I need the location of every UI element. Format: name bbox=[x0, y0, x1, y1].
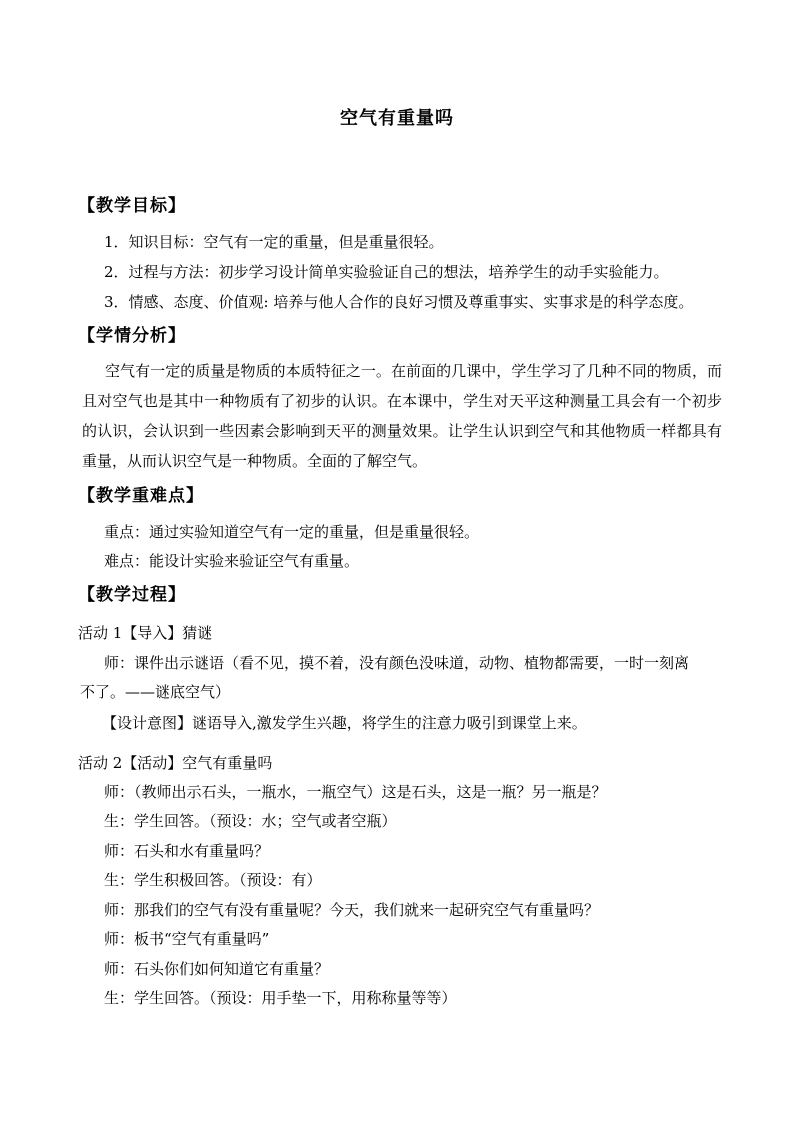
activity-2-line: 生：学生回答。（预设：水；空气或者空瓶） bbox=[104, 812, 397, 830]
objective-item-1: 1．知识目标：空气有一定的重量，但是重量很轻。 bbox=[104, 233, 444, 251]
objective-item-3: 3．情感、态度、价值观: 培养与他人合作的良好习惯及尊重事实、实事求是的科学态度。 bbox=[104, 293, 694, 311]
heading-key-points: 【教学重难点】 bbox=[78, 486, 204, 506]
activity-2-line: 师：板书“空气有重量吗” bbox=[104, 930, 270, 948]
activity-2-line: 生：学生积极回答。（预设：有） bbox=[104, 871, 322, 889]
difficult-point-item: 难点：能设计实验来验证空气有重量。 bbox=[104, 552, 360, 570]
document-title: 空气有重量吗 bbox=[340, 108, 454, 129]
activity-1-line: 师：课件出示谜语（看不见，摸不着，没有颜色没味道，动物、植物都需要，一时一刻离 bbox=[104, 654, 690, 672]
heading-objectives: 【教学目标】 bbox=[78, 196, 186, 216]
activity-2-line: 师：（教师出示石头，一瓶水，一瓶空气）这是石头，这是一瓶？另一瓶是？ bbox=[104, 783, 607, 801]
analysis-paragraph: 空气有一定的质量是物质的本质特征之一。在前面的几课中，学生学习了几种不同的物质，而且对空气也是其中一种物质有了初步的认识。在本课中，学生对天平这种测量工具会有一个初步的认识，会认识到一些因素会影响到天平的测量效果。让学生认识到空气和其他物质一样都具有重量，从而认识空气是一种物质。全面的了解空气。 bbox=[82, 362, 722, 470]
activity-2-line: 生：学生回答。（预设：用手垫一下，用称称量等等） bbox=[104, 989, 457, 1007]
activity-1-line: 不了。——谜底空气） bbox=[80, 683, 231, 701]
objective-item-2: 2．过程与方法：初步学习设计简单实验验证自己的想法，培养学生的动手实验能力。 bbox=[104, 263, 669, 281]
activity-2-label: 活动 2【活动】空气有重量吗 bbox=[78, 754, 273, 772]
activity-2-line: 师：石头和水有重量吗？ bbox=[104, 842, 270, 860]
activity-2-line: 师：石头你们如何知道它有重量？ bbox=[104, 960, 330, 978]
activity-2-line: 师：那我们的空气有没有重量呢？今天，我们就来一起研究空气有重量吗？ bbox=[104, 901, 600, 919]
key-point-item: 重点：通过实验知道空气有一定的重量，但是重量很轻。 bbox=[104, 523, 480, 541]
activity-1-design-intent: 【设计意图】谜语导入,激发学生兴趣，将学生的注意力吸引到课堂上来。 bbox=[102, 714, 587, 732]
heading-process: 【教学过程】 bbox=[78, 585, 186, 605]
heading-analysis: 【学情分析】 bbox=[78, 326, 186, 346]
activity-1-label: 活动 1【导入】猜谜 bbox=[78, 624, 213, 642]
